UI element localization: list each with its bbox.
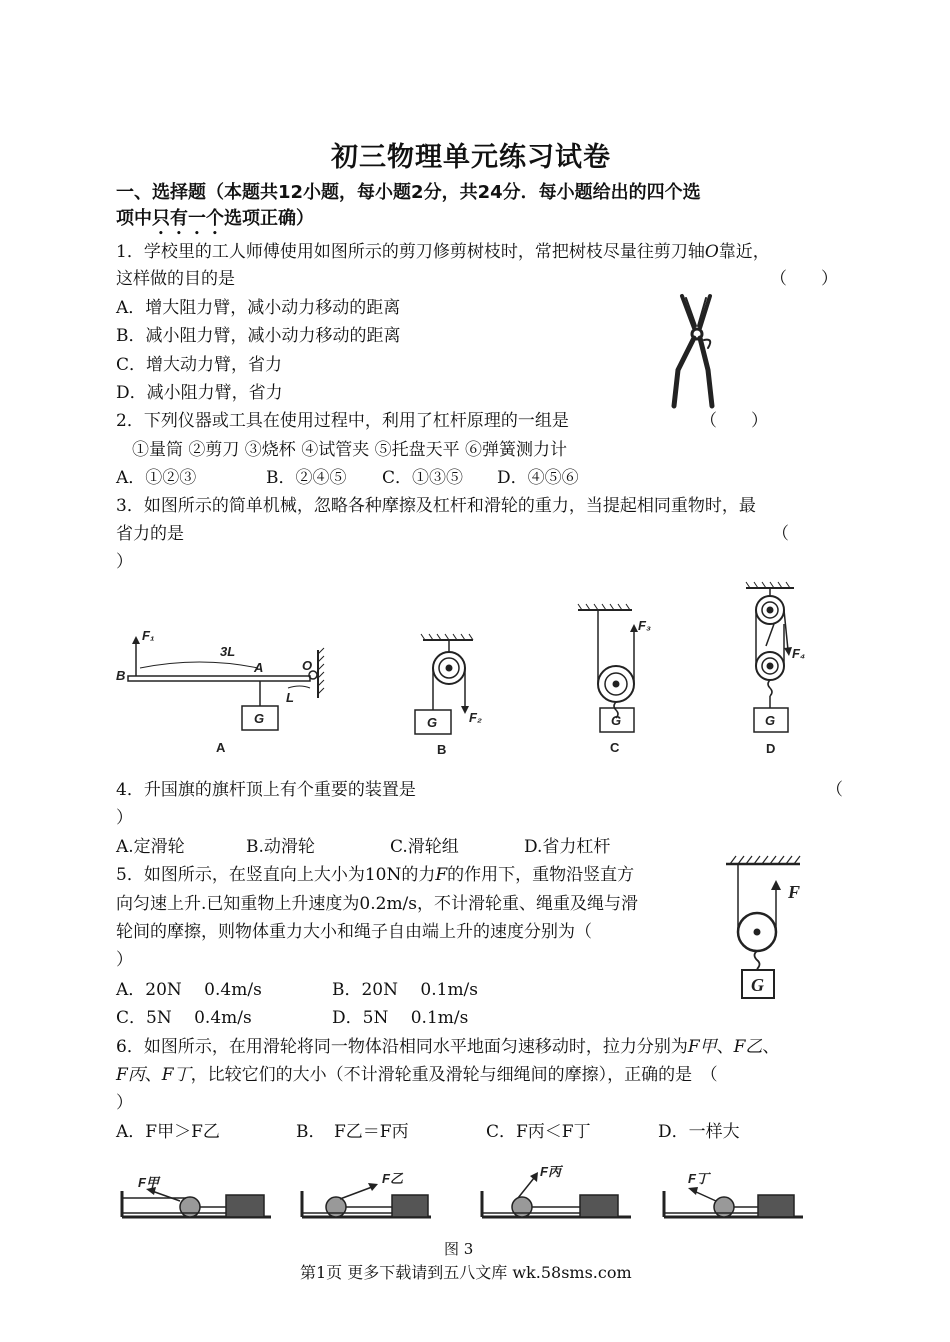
q6-option-c: C．F丙＜F丁 bbox=[486, 1122, 591, 1142]
q2-option-c: C．①③⑤ bbox=[382, 468, 464, 488]
q2-option-a: A．①②③ bbox=[116, 468, 197, 488]
q5-option-b: B．20N 0.1m/s bbox=[332, 980, 479, 1000]
q5-option-d: D．5N 0.1m/s bbox=[332, 1008, 469, 1028]
q3-bracket-close: ） bbox=[116, 552, 133, 572]
q3-a-point-o: O bbox=[302, 658, 313, 673]
q4-bracket-close: ） bbox=[116, 808, 133, 828]
section-header-line2: 项中只有一个选项正确） bbox=[116, 208, 314, 229]
q3-d-force-label: F₄ bbox=[792, 646, 806, 661]
q2-option-b: B．②④⑤ bbox=[266, 468, 347, 488]
q6-stem-line3: ） bbox=[116, 1093, 133, 1113]
q4-option-b: B.动滑轮 bbox=[246, 837, 315, 857]
q6-figure-bing bbox=[476, 1160, 636, 1227]
q1-option-a: A．增大阻力臂，减小动力移动的距离 bbox=[116, 298, 401, 318]
q6-fig-yi-label: F乙 bbox=[382, 1171, 403, 1186]
emphasis-text: 只有一个 bbox=[152, 208, 224, 229]
q3-a-length-l: L bbox=[286, 690, 294, 705]
q6-option-b: B． F乙＝F丙 bbox=[296, 1122, 409, 1142]
q5-stem-line3: 轮间的摩擦，则物体重力大小和绳子自由端上升的速度分别为（ bbox=[116, 922, 592, 942]
q3-figure-b-fixed-pulley bbox=[405, 630, 495, 760]
q6-option-d: D．一样大 bbox=[658, 1122, 740, 1142]
q3-c-weight: G bbox=[611, 713, 622, 728]
q6-stem-line1: 6．如图所示，在用滑轮将同一物体沿相同水平地面匀速移动时，拉力分别为F甲、F乙、 bbox=[116, 1037, 780, 1057]
q6-figure-caption: 图 3 bbox=[444, 1240, 474, 1258]
q4-bracket-open: （ bbox=[826, 780, 843, 800]
section-header-line1: 一、选择题（本题共12小题，每小题2分，共24分．每小题给出的四个选 bbox=[116, 182, 701, 203]
q3-a-length-3l: 3L bbox=[220, 644, 236, 659]
q2-answer-bracket: （ ） bbox=[700, 411, 768, 431]
q3-a-force-label: F₁ bbox=[142, 628, 155, 643]
q6-figure-yi bbox=[296, 1165, 436, 1227]
q5-option-a: A．20N 0.4m/s bbox=[116, 980, 262, 1000]
q1-option-d: D．减小阻力臂，省力 bbox=[116, 383, 283, 403]
q3-label-d: D bbox=[766, 741, 776, 756]
q3-a-point-b: B bbox=[116, 668, 126, 683]
page-title: 初三物理单元练习试卷 bbox=[331, 142, 611, 173]
q5-stem-line2: 向匀速上升.已知重物上升速度为0.2m/s，不计滑轮重、绳重及绳与滑 bbox=[116, 894, 639, 914]
q2-stem: 2．下列仪器或工具在使用过程中，利用了杠杆原理的一组是 bbox=[116, 411, 569, 431]
q6-stem-line2: F丙、F丁，比较它们的大小（不计滑轮重及滑轮与细绳间的摩擦），正确的是 （ bbox=[116, 1065, 718, 1085]
q4-stem: 4．升国旗的旗杆顶上有个重要的装置是 bbox=[116, 780, 416, 800]
q3-stem-line2: 省力的是 bbox=[116, 524, 184, 544]
q6-option-a: A．F甲＞F乙 bbox=[116, 1122, 220, 1142]
q5-figure-pulley bbox=[722, 852, 822, 1004]
scissors-figure bbox=[668, 290, 728, 410]
q4-option-a: A.定滑轮 bbox=[116, 837, 185, 857]
page-footer: 第1页 更多下载请到五八文库 wk.58sms.com bbox=[300, 1263, 632, 1282]
q1-option-c: C．增大动力臂，省力 bbox=[116, 355, 283, 375]
q5-stem-line1: 5．如图所示，在竖直向上大小为10N的力F的作用下，重物沿竖直方 bbox=[116, 865, 635, 885]
q5-figure-force-label: F bbox=[788, 882, 801, 902]
q4-option-d: D.省力杠杆 bbox=[524, 837, 611, 857]
q6-figure-ding bbox=[658, 1165, 808, 1227]
q3-label-b: B bbox=[437, 742, 447, 757]
q3-b-force-label: F₂ bbox=[469, 710, 482, 725]
q5-stem-line4: ） bbox=[116, 950, 133, 970]
q3-c-force-label: F₃ bbox=[638, 618, 651, 633]
q3-d-weight: G bbox=[765, 713, 776, 728]
q1-option-b: B．减小阻力臂，减小动力移动的距离 bbox=[116, 326, 401, 346]
q1-stem-line1: 1．学校里的工人师傅使用如图所示的剪刀修剪树枝时，常把树枝尽量往剪刀轴O靠近， bbox=[116, 242, 770, 262]
q5-option-c: C．5N 0.4m/s bbox=[116, 1008, 252, 1028]
q3-figure-d-pulley-block bbox=[730, 580, 830, 760]
q1-stem-line2: 这样做的目的是 bbox=[116, 269, 235, 289]
q3-b-weight: G bbox=[427, 715, 438, 730]
q6-fig-bing-label: F丙 bbox=[540, 1164, 561, 1179]
q1-answer-bracket: （ ） bbox=[770, 269, 838, 289]
q6-figure-jia bbox=[116, 1165, 276, 1227]
q6-fig-jia-label: F甲 bbox=[138, 1175, 159, 1190]
q2-items: ①量筒 ②剪刀 ③烧杯 ④试管夹 ⑤托盘天平 ⑥弹簧测力计 bbox=[132, 440, 568, 460]
q3-figure-a-lever bbox=[110, 620, 330, 760]
q3-label-a: A bbox=[216, 740, 226, 755]
q3-figure-c-movable-pulley bbox=[570, 600, 670, 760]
q3-a-weight: G bbox=[254, 711, 265, 726]
q3-stem-line1: 3．如图所示的简单机械，忽略各种摩擦及杠杆和滑轮的重力，当提起相同重物时，最 bbox=[116, 496, 756, 516]
q6-fig-ding-label: F丁 bbox=[688, 1171, 709, 1186]
q2-option-d: D．④⑤⑥ bbox=[497, 468, 579, 488]
q3-label-c: C bbox=[610, 740, 620, 755]
q5-figure-weight-label: G bbox=[751, 975, 764, 995]
q3-a-point-a: A bbox=[254, 660, 264, 675]
q3-bracket-open: （ bbox=[772, 524, 789, 544]
q4-option-c: C.滑轮组 bbox=[390, 837, 459, 857]
